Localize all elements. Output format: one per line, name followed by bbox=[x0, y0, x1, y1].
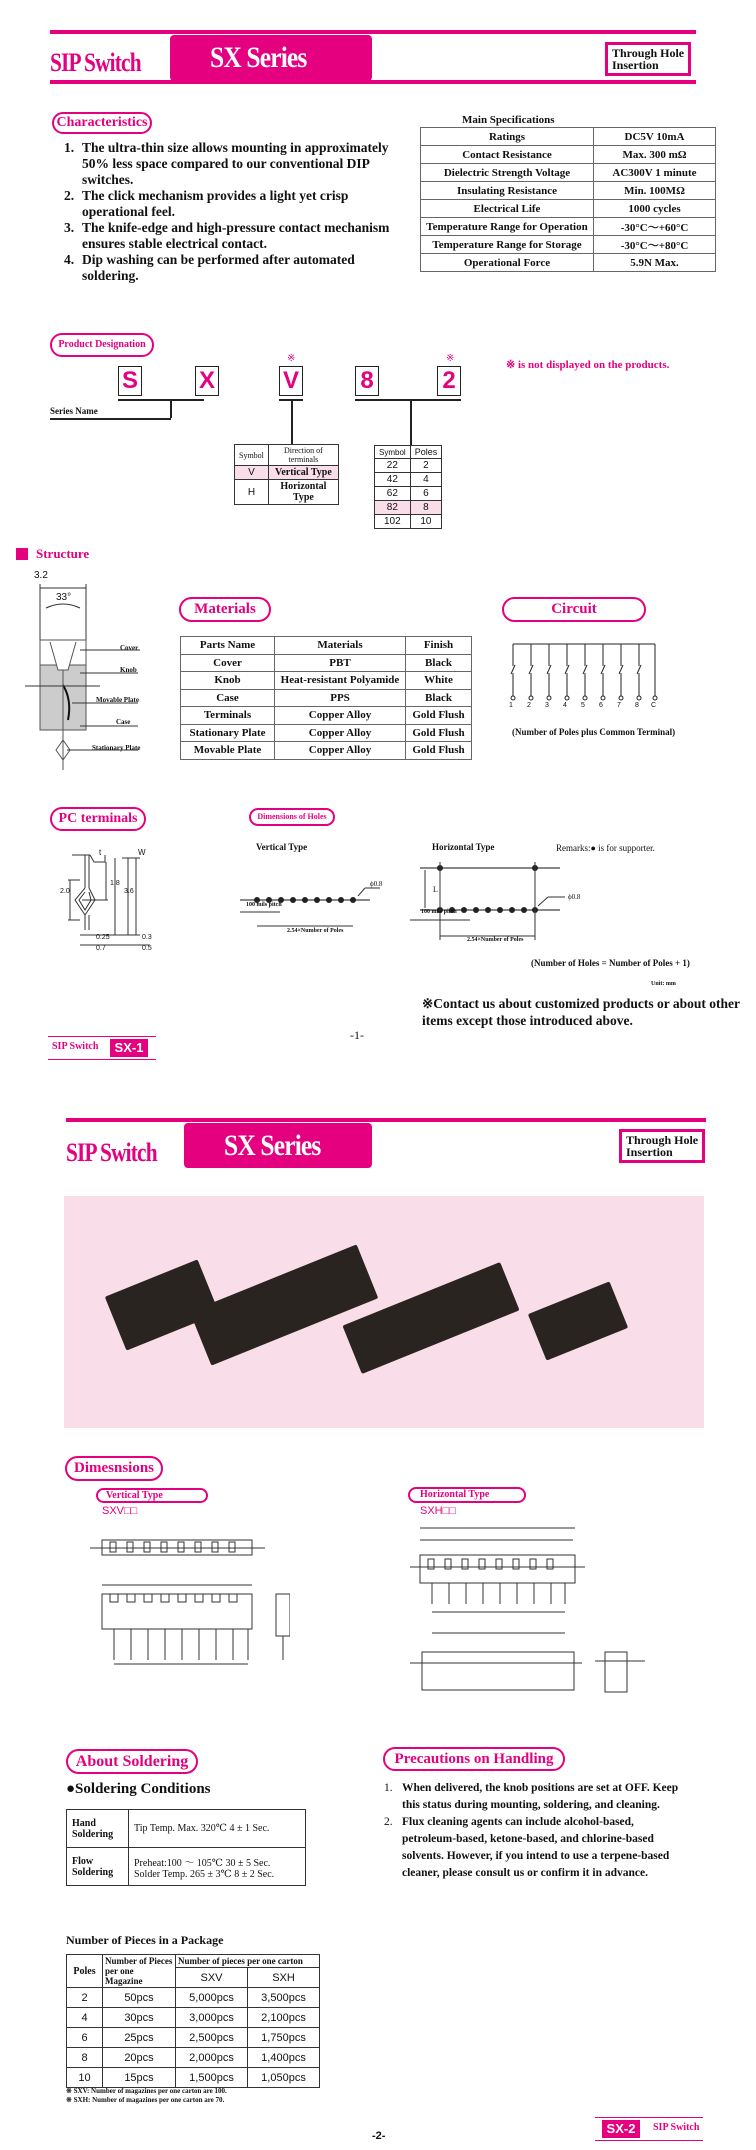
list-item: 4. Dip washing can be performed after automated soldering. bbox=[64, 252, 355, 283]
series-badge: SX Series bbox=[170, 35, 372, 81]
horizontal-type-code: SXH□□ bbox=[420, 1505, 456, 1517]
structure-label: Knob bbox=[120, 666, 137, 674]
characteristics-heading: Characteristics bbox=[52, 112, 152, 134]
list-item: 2. The click mechanism provides a light yet crisp operational feel. bbox=[64, 188, 349, 219]
horizontal-dimension-drawing bbox=[400, 1522, 650, 1722]
holes-remarks: Remarks:● is for supporter. bbox=[556, 843, 655, 853]
main-specs-table bbox=[420, 127, 716, 272]
footer-tab: SX-2 SIP Switch bbox=[595, 2117, 703, 2141]
product-designation-heading: Product Designation bbox=[50, 333, 154, 357]
table-row: Flow Soldering Preheat:100 ～ 105℃ 30 ± 5 Sec. Solder Temp. 265 ± 3℃ 8 ± 2 Sec. bbox=[67, 1848, 306, 1886]
main-specs-title: Main Specifications bbox=[462, 114, 555, 126]
dim-label: 2.0 bbox=[60, 888, 70, 895]
table-row: Hand Soldering Tip Temp. Max. 320℃ 4 ± 1 Sec. bbox=[67, 1810, 306, 1848]
table-row: Temperature Range for Storage -30°C～+80°C bbox=[421, 236, 716, 254]
table-row: 6 25pcs 2,500pcs 1,750pcs bbox=[67, 2028, 320, 2048]
pitch-label: 100 mils pitch bbox=[421, 909, 457, 915]
vertical-type-label: Vertical Type bbox=[256, 842, 308, 852]
designation-letter: 2 bbox=[437, 366, 461, 396]
precautions-list bbox=[384, 1780, 684, 1882]
table-row: Dielectric Strength Voltage AC300V 1 minute bbox=[421, 164, 716, 182]
structure-diagram bbox=[20, 580, 170, 770]
soldering-subtitle: ●Soldering Conditions bbox=[66, 1781, 211, 1797]
dim-label: 3.6 bbox=[124, 888, 134, 895]
unit-label: Unit: mm bbox=[651, 981, 676, 987]
dim-label: t bbox=[99, 848, 102, 857]
structure-heading: Structure bbox=[36, 546, 90, 561]
header-rule-bottom bbox=[50, 80, 696, 84]
horizontal-type-heading: Horizontal Type bbox=[408, 1487, 526, 1503]
list-item: 1. The ultra-thin size allows mounting in approximately 50% less space compared to our conventional DIP switches. bbox=[64, 140, 389, 187]
dim-label: 1.8 bbox=[110, 880, 120, 887]
table-row: Movable Plate Copper Alloy Gold Flush bbox=[181, 742, 472, 760]
circuit-caption: (Number of Poles plus Common Terminal) bbox=[512, 727, 676, 737]
dim-width: 3.2 bbox=[34, 570, 48, 581]
table-row: Ratings DC5V 10mA bbox=[421, 128, 716, 146]
structure-label: Movable Plate bbox=[96, 696, 139, 704]
table-row: Stationary Plate Copper Alloy Gold Flush bbox=[181, 724, 472, 742]
direction-table: Symbol Direction of terminals V Vertical Type H Horizontal Type bbox=[234, 444, 339, 505]
header-rule-top bbox=[50, 30, 696, 34]
holes-formula: (Number of Holes = Number of Poles + 1) bbox=[531, 958, 690, 968]
holes-heading: Dimensions of Holes bbox=[249, 808, 335, 826]
page-number: -1- bbox=[350, 1028, 364, 1042]
vertical-dimension-drawing bbox=[90, 1530, 290, 1680]
circuit-diagram bbox=[505, 640, 665, 705]
materials-table: Parts Name Materials Finish Cover PBT Black Knob Heat-resistant Polyamide White Case PPS Black Terminals Copper Alloy Gold Flush Stationary Plate Copper Alloy Gold Flush Movable Plate Copper Alloy Gold Flush bbox=[180, 636, 472, 760]
vertical-type-heading: Vertical Type bbox=[96, 1488, 208, 1503]
brand-title: SIP Switch bbox=[50, 48, 141, 77]
span-label: 2.54×Number of Poles bbox=[287, 928, 344, 934]
materials-heading: Materials bbox=[179, 597, 271, 622]
dim-label: 0.3 bbox=[142, 934, 152, 941]
table-row: Case PPS Black bbox=[181, 689, 472, 707]
mount-type-tag: Through Hole Insertion bbox=[605, 42, 691, 76]
l-label: L bbox=[433, 885, 438, 894]
characteristics-list bbox=[64, 140, 394, 284]
hole-diameter: ϕ0.8 bbox=[370, 880, 383, 888]
contact-note: ※Contact us about customized products or about other items except those introduced above. bbox=[422, 996, 740, 1028]
dim-label: 0.5 bbox=[142, 945, 152, 952]
designation-letter: V bbox=[279, 366, 303, 396]
page-number: -2- bbox=[372, 2130, 386, 2142]
hole-diameter: ϕ0.8 bbox=[568, 893, 581, 901]
note-mark-icon: ※ bbox=[287, 353, 296, 364]
structure-label: Cover bbox=[120, 644, 139, 652]
dimensions-heading: Dimesnsions bbox=[65, 1456, 163, 1481]
table-row: 4 30pcs 3,000pcs 2,100pcs bbox=[67, 2008, 320, 2028]
table-row: 2 50pcs 5,000pcs 3,500pcs bbox=[67, 1988, 320, 2008]
header-rule-top bbox=[66, 1118, 706, 1122]
mount-type-tag: Through Hole Insertion bbox=[619, 1129, 705, 1163]
table-row: Insulating Resistance Min. 100MΩ bbox=[421, 182, 716, 200]
precautions-heading: Precautions on Handling bbox=[383, 1747, 565, 1771]
span-label: 2.54×Number of Poles bbox=[467, 937, 524, 943]
designation-note: ※ is not displayed on the products. bbox=[506, 359, 670, 371]
dim-angle: 33° bbox=[56, 592, 72, 603]
table-row: 8 20pcs 2,000pcs 1,400pcs bbox=[67, 2048, 320, 2068]
list-item: 1. When delivered, the knob positions are set at OFF. Keep this status during mounting, soldering, and cleaning. bbox=[384, 1782, 679, 1811]
table-row: Terminals Copper Alloy Gold Flush bbox=[181, 707, 472, 725]
table-row: Contact Resistance Max. 300 mΩ bbox=[421, 146, 716, 164]
list-item: 3. The knife-edge and high-pressure contact mechanism ensures stable electrical contact. bbox=[64, 220, 390, 251]
table-row: 10 15pcs 1,500pcs 1,050pcs bbox=[67, 2068, 320, 2088]
table-row: Cover PBT Black bbox=[181, 654, 472, 672]
poles-table: Symbol Poles 22 2 42 4 62 6 82 8 102 10 bbox=[374, 445, 442, 529]
product-photo bbox=[64, 1196, 704, 1428]
package-notes: ※ SXV: Number of magazines per one carton are 100. ※ SXH: Number of magazines per one carton are 70. bbox=[66, 2087, 227, 2104]
brand-title: SIP Switch bbox=[66, 1138, 157, 1167]
table-row: Knob Heat-resistant Polyamide White bbox=[181, 672, 472, 690]
circuit-heading: Circuit bbox=[502, 597, 646, 622]
vertical-type-code: SXV□□ bbox=[102, 1505, 138, 1517]
pc-terminals-heading: PC terminals bbox=[50, 807, 146, 831]
dim-label: W bbox=[138, 848, 146, 857]
designation-letter: X bbox=[195, 366, 219, 396]
switch-image bbox=[190, 1244, 379, 1365]
soldering-table bbox=[66, 1809, 306, 1886]
designation-letter: S bbox=[118, 366, 142, 396]
dim-label: 0.7 bbox=[96, 945, 106, 952]
soldering-heading: About Soldering bbox=[66, 1749, 198, 1774]
designation-letter: 8 bbox=[355, 366, 379, 396]
dim-label: 0.25 bbox=[96, 934, 110, 941]
structure-label: Stationary Plate bbox=[92, 744, 141, 752]
list-item: 2. Flux cleaning agents can include alcohol-based, petroleum-based, ketone-based, and chlorine-based solvents. However, if you intend to use a terpene-based cleaner, please consult us or confirm it in advance. bbox=[384, 1816, 670, 1879]
switch-image bbox=[528, 1281, 628, 1360]
table-row: Operational Force 5.9N Max. bbox=[421, 254, 716, 272]
package-title: Number of Pieces in a Package bbox=[66, 1933, 224, 1947]
pitch-label: 100 mils pitch bbox=[246, 902, 282, 908]
table-row: Temperature Range for Operation -30°C～+60°C bbox=[421, 218, 716, 236]
circuit-terminal-labels: 1 2 3 4 5 6 7 8 C bbox=[509, 702, 657, 709]
structure-label: Case bbox=[116, 718, 131, 726]
note-mark-icon: ※ bbox=[446, 353, 455, 364]
series-name-label: Series Name bbox=[50, 406, 98, 416]
table-row: Electrical Life 1000 cycles bbox=[421, 200, 716, 218]
series-badge: SX Series bbox=[184, 1123, 372, 1168]
horizontal-type-label: Horizontal Type bbox=[432, 842, 495, 852]
footer-tab: SIP Switch SX-1 bbox=[48, 1036, 156, 1060]
package-table: Poles Number of Pieces per one Magazine Number of pieces per one carton SXV SXH 2 50pcs 5,000pcs 3,500pcs 4 30pcs 3,000pcs 2,100pcs 6 25pcs 2,500pcs 1,750pcs 8 20pcs 2,000pcs 1,400pcs 10 15pcs 1,500pcs 1,050pcs bbox=[66, 1954, 320, 2088]
section-square-icon bbox=[16, 548, 28, 560]
